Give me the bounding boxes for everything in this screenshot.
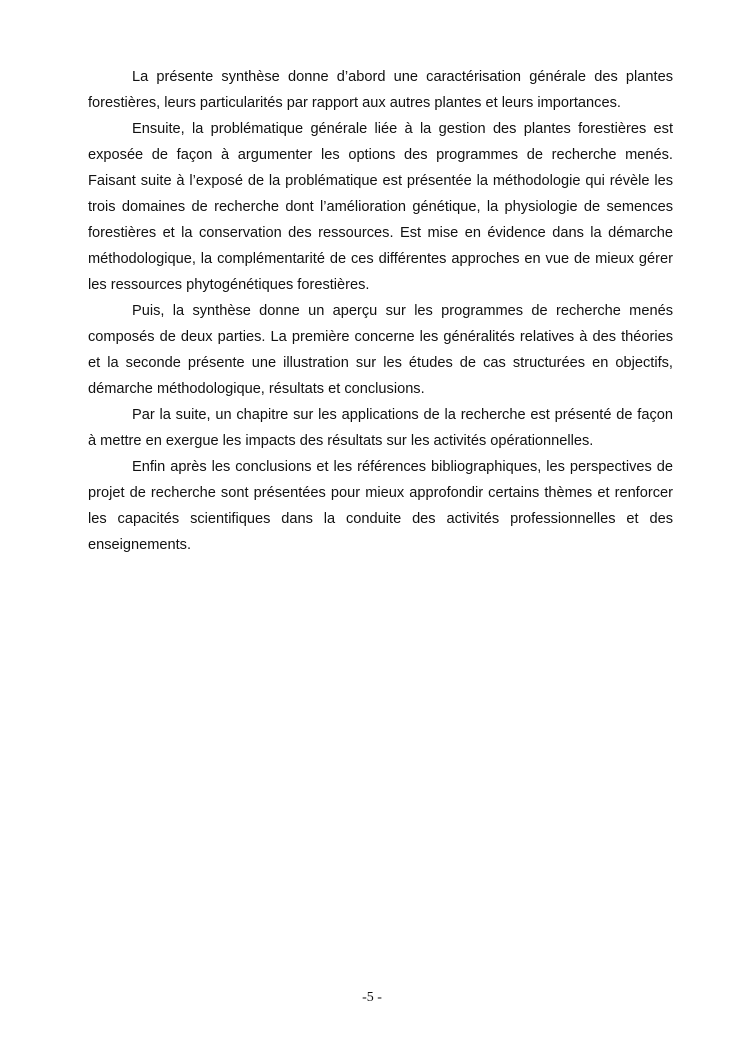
paragraph-applications: Par la suite, un chapitre sur les applications de la recherche est présenté de façon à mettre en exergue les impacts des résultats sur les activités opérationnelles. — [88, 407, 673, 449]
paragraph-problematique: Ensuite, la problématique générale liée à la gestion des plantes forestières est exposée de façon à argumenter les options des programmes de recherche menés. Faisant suite à l’exposé de la problématique est présentée la méthodologie qui révèle les trois domaines de recherche dont l’amélioration génétique, la physiologie de semences forestières et la conservation des ressources. Est mise en évidence dans la démarche méthodologique, la complémentarité de ces différentes approches en vue de mieux gérer les ressources phytogénétiques forestières. — [88, 121, 673, 293]
body-text — [88, 64, 673, 558]
paragraph-programmes: Puis, la synthèse donne un aperçu sur les programmes de recherche menés composés de deux parties. La première concerne les généralités relatives à des théories et la seconde présente une illustration sur les études de cas structurées en objectifs, démarche méthodologique, résultats et conclusions. — [88, 303, 673, 397]
paragraph-intro: La présente synthèse donne d’abord une caractérisation générale des plantes forestières, leurs particularités par rapport aux autres plantes et leurs importances. — [88, 69, 673, 111]
paragraph-perspectives: Enfin après les conclusions et les références bibliographiques, les perspectives de projet de recherche sont présentées pour mieux approfondir certains thèmes et renforcer les capacités scientifiques dans la conduite des activités professionnelles et des enseignements. — [88, 459, 673, 553]
page-number: -5 - — [362, 990, 382, 1005]
